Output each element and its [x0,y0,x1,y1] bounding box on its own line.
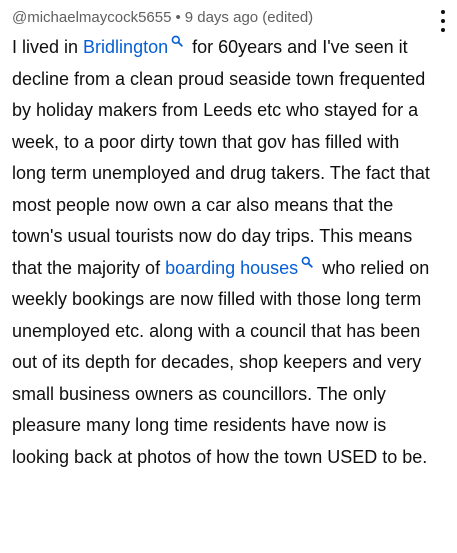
comment-text-part-2: for 60years and I've seen it decline from a clean proud seaside town frequented by holiday makers from Leeds etc who stayed for a week, to a poor dirty town that gov has filled with long term unemployed and drug takers. The fact that most people now own a car also means that the town's usual tourists now do day trips. This means that the majority of [12,37,430,278]
comment-menu-button[interactable] [437,8,449,34]
search-icon[interactable] [301,256,313,268]
comment-author[interactable]: @michaelmaycock5655 [12,9,172,26]
comment [12,8,437,473]
comment-text [12,32,437,473]
comment-text-part-1: I lived in [12,37,84,57]
more-vertical-icon-dot [441,19,445,23]
meta-separator: • [175,9,181,26]
comment-timestamp[interactable]: 9 days ago (edited) [184,9,314,26]
boarding-houses-link[interactable]: boarding houses [165,257,299,278]
more-vertical-icon [441,10,445,14]
comment-header [12,8,437,30]
comment-text-part-3: who relied on weekly bookings are now filled with those long term unemployed etc. along with a council that has been out of its depth for decades, shop keepers and very small business owners as councillors. The only pleasure many long time residents have now is looking back at photos of how the town USED to be. [12,257,430,467]
bridlington-link[interactable]: Bridlington [83,37,169,57]
search-icon[interactable] [171,35,183,47]
more-vertical-icon-dot [441,28,445,32]
